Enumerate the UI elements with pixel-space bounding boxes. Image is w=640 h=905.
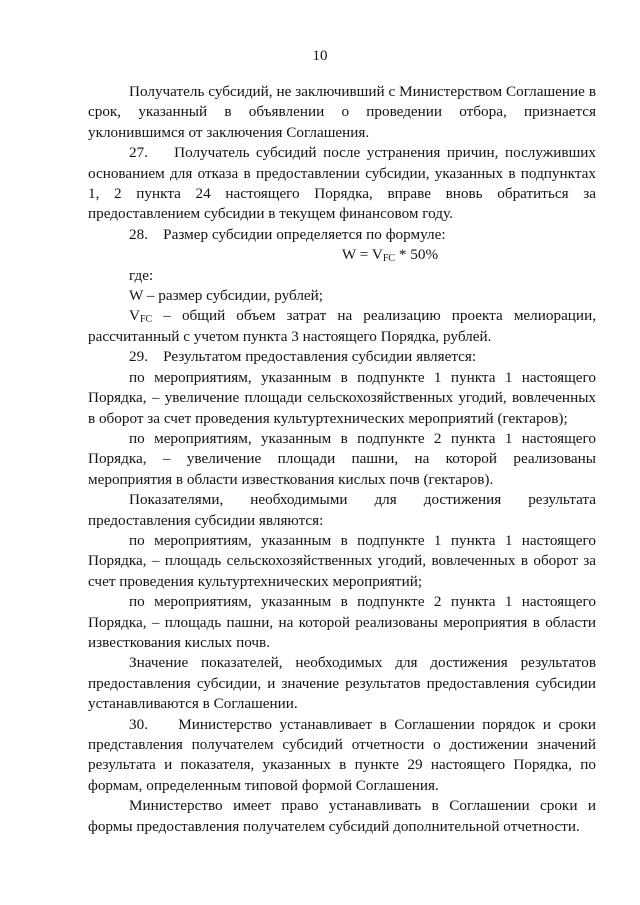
paragraph-values: Значение показателей, необходимых для достижения результатов предоставления субсидии, и значение результатов предоставления субсидии устанавливаются в Соглашении. [88,654,596,713]
paragraph-refusal: Получатель субсидий, не заключивший с Министерством Соглашение в срок, указанный в объявлении о проведении отбора, признается уклонившимся от заключения Соглашения. [88,83,596,141]
paragraph-29: 29. Результатом предоставления субсидии является: [129,348,477,366]
paragraph-29-item-2: по мероприятиям, указанным в подпункте 2 пункта 1 настоящего Порядка, – увеличение площади пашни, на которой реализованы мероприятия в области известкования кислых почв (гектаров). [88,429,596,488]
paragraph-28: 28. Размер субсидии определяется по формуле: [129,225,446,243]
paragraph-final: Министерство имеет право устанавливать в Соглашении сроки и формы предоставления получателем субсидий дополнительной отчетности. [88,797,596,835]
page-number: 10 [312,48,328,64]
document-body [88,82,596,837]
paragraph-indicators: Показателями, необходимыми для достижения результата предоставления субсидии являются: [88,491,596,529]
indicator-item-2: по мероприятиям, указанным в подпункте 2 пункта 1 настоящего Порядка, – площадь пашни, на которой реализованы мероприятия в области известкования кислых почв. [88,593,596,651]
paragraph-30: 30. Министерство устанавливает в Соглашении порядок и сроки представления получателем субсидий отчетности о достижении значений результата и показателя, указанных в пункте 29 настоящего Порядка, по формам, определенным типовой формой Соглашения. [88,715,596,794]
vfc-definition [88,306,596,347]
formula-lhs: W = V [341,246,383,264]
vfc-symbol: V [129,307,140,325]
paragraph-27: 27. Получатель субсидий после устранения причин, послуживших основанием для отказа в предоставлении субсидии, указанных в подпунктах 1, 2 пункта 24 настоящего Порядка, вправе вновь обратиться за предоставлением субсидии в текущем финансовом году. [88,144,596,223]
formula-rhs: * 50% [395,246,439,264]
paragraph-29-item-1: по мероприятиям, указанным в подпункте 1 пункта 1 настоящего Порядка, – увеличение площади сельскохозяйственных угодий, вовлеченных в оборот за счет проведения культуртехнических мероприятий (гектаров); [88,368,596,427]
subsidy-formula [88,245,596,265]
formula-subscript: FC [382,253,396,265]
indicator-item-1: по мероприятиям, указанным в подпункте 1 пункта 1 настоящего Порядка, – площадь сельскохозяйственных угодий, вовлеченных в оборот за счет проведения культуртехнических мероприятий; [88,531,596,590]
vfc-text: – общий объем затрат на реализацию проекта мелиорации, рассчитанный с учетом пункта 3 настоящего Порядка, рублей. [88,307,596,345]
w-definition: W – размер субсидии, рублей; [129,287,324,305]
vfc-subscript: FC [139,314,153,326]
where-label: где: [129,266,154,284]
